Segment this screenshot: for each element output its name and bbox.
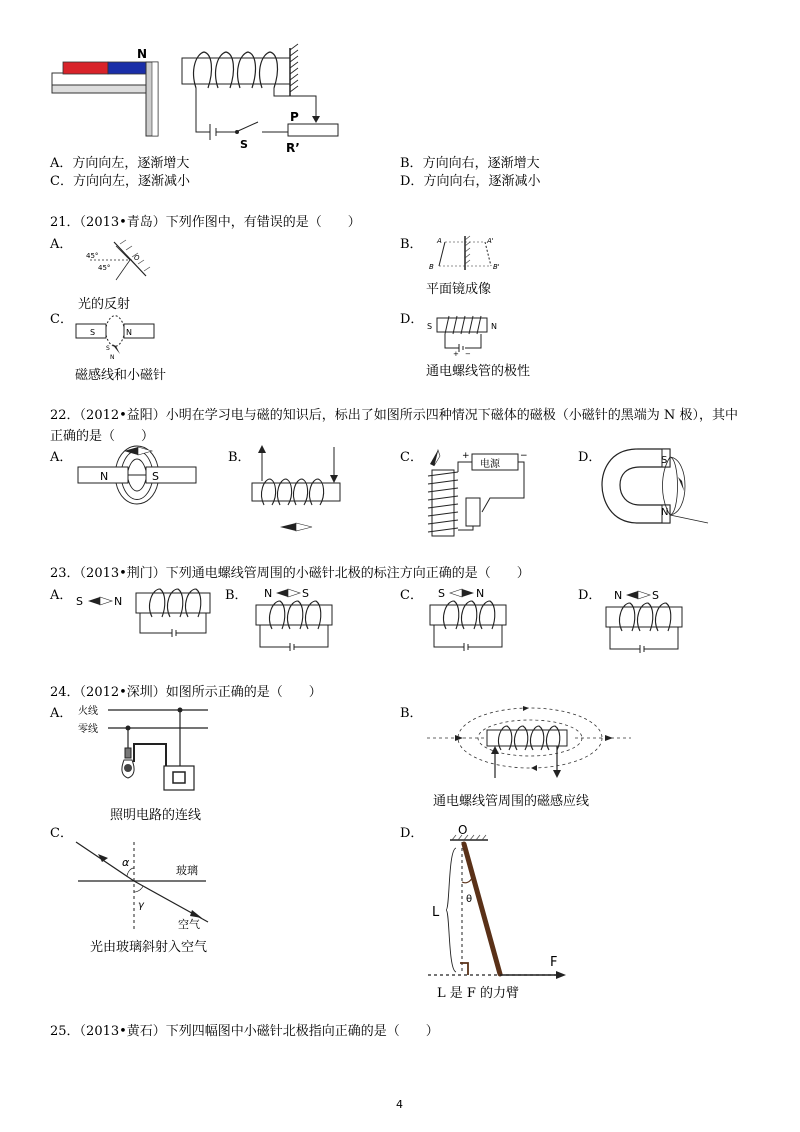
- q21-stem: [50, 214, 361, 232]
- q21-d-caption: 通电螺线管的极性: [426, 364, 531, 379]
- q23-b-figure: [250, 583, 340, 657]
- q21-option-a-label[interactable]: A．: [50, 237, 73, 252]
- q24-number: 24．: [50, 685, 80, 700]
- q23-c-mark-s: S: [438, 587, 445, 600]
- q25-stem: [50, 1023, 439, 1041]
- q25-stem-text: （2013•黄石）下列四幅图中小磁针北极指向正确的是（ ）: [79, 1024, 439, 1039]
- q22-a-mark-n: N: [100, 470, 109, 483]
- q24-stem-text: （2012•深圳）如图所示正确的是（ ）: [79, 685, 322, 700]
- q21-option-b-label[interactable]: B．: [400, 237, 423, 252]
- q24-d-mark-theta: θ: [466, 894, 473, 905]
- q23-option-c-label[interactable]: C．: [400, 588, 423, 603]
- q20-n-label: N: [137, 47, 148, 61]
- q20-r-label: R’: [286, 141, 300, 155]
- q23-b-mark-n: N: [264, 587, 273, 600]
- q21-b-mark-a: A: [437, 237, 442, 245]
- q22-a-figure: [72, 445, 202, 505]
- q24-c-caption: 光由玻璃斜射入空气: [90, 940, 208, 955]
- q20-option-a-label: A．: [50, 156, 73, 171]
- q22-a-mark-s: S: [152, 470, 159, 483]
- q24-option-b-label[interactable]: B．: [400, 706, 423, 721]
- q20-option-b-text: 方向向右，逐渐增大: [422, 156, 540, 171]
- q24-a-mark-neutral: 零线: [78, 724, 98, 735]
- q21-option-c-label[interactable]: C．: [50, 312, 73, 327]
- q24-d-mark-l: L: [432, 905, 440, 920]
- q21-a-mark-o: O: [134, 254, 140, 262]
- q23-option-a-label[interactable]: A．: [50, 588, 73, 603]
- q23-c-mark-n: N: [476, 587, 485, 600]
- q20-option-a[interactable]: [50, 156, 189, 172]
- q24-d-mark-o: O: [458, 823, 468, 837]
- q21-c-figure: [70, 310, 160, 360]
- q24-c-mark-glass: 玻璃: [176, 864, 198, 877]
- q20-option-b-label: B．: [400, 156, 423, 171]
- q23-option-d-label[interactable]: D．: [578, 588, 602, 603]
- q21-b-figure: [425, 234, 505, 274]
- q21-a-figure: [80, 238, 160, 288]
- q24-c-mark-air: 空气: [178, 918, 200, 931]
- q21-b-mark-b: B: [429, 263, 434, 271]
- q22-c-mark-plus: +: [462, 451, 470, 461]
- q21-d-figure: [425, 312, 505, 356]
- q24-a-mark-live: 火线: [78, 706, 98, 717]
- q21-b-caption: 平面镜成像: [426, 282, 492, 297]
- q22-number: 22．: [50, 408, 80, 423]
- q22-stem-line2: 正确的是（ ）: [50, 429, 155, 444]
- q21-c-mark-needle-s: S: [106, 345, 110, 352]
- q21-a-caption: 光的反射: [78, 297, 131, 312]
- q23-d-mark-n: N: [614, 589, 623, 602]
- q23-d-mark-s: S: [652, 589, 659, 602]
- q24-b-figure: [425, 700, 635, 784]
- q24-c-mark-gamma: γ: [138, 900, 144, 911]
- q23-b-mark-s: S: [302, 587, 309, 600]
- q22-option-d-label[interactable]: D．: [578, 450, 602, 465]
- q22-d-figure: [598, 443, 718, 533]
- q20-option-c-label: C．: [50, 174, 73, 189]
- q20-figure: [0, 0, 800, 160]
- q22-option-b-label[interactable]: B．: [228, 450, 251, 465]
- q21-stem-text: （2013•青岛）下列作图中，有错误的是（ ）: [79, 215, 361, 230]
- q20-option-d-label: D．: [400, 174, 424, 189]
- q21-c-mark-s: S: [90, 328, 96, 337]
- q21-b-mark-b2: B': [493, 263, 500, 271]
- q20-option-d[interactable]: [400, 174, 540, 190]
- q21-a-mark-45-bottom: 45°: [98, 264, 111, 272]
- q23-c-figure: [424, 583, 514, 657]
- q23-a-figure: [74, 585, 214, 641]
- q21-number: 21．: [50, 215, 80, 230]
- q24-a-caption: 照明电路的连线: [110, 808, 202, 823]
- q20-option-c[interactable]: [50, 174, 190, 190]
- q20-p-label: P: [290, 110, 299, 124]
- q21-b-mark-a2: A': [487, 237, 494, 245]
- q21-c-mark-n: N: [126, 328, 132, 337]
- q24-d-caption: L 是 F 的力臂: [437, 986, 520, 1001]
- q21-d-mark-plus: +: [453, 350, 459, 358]
- page-number: 4: [396, 1098, 403, 1111]
- q22-c-mark-source: 电源: [480, 459, 500, 470]
- q20-option-c-text: 方向向左，逐渐减小: [72, 174, 190, 189]
- q22-d-mark-n: N: [661, 507, 669, 518]
- q22-d-mark-s: S: [661, 455, 668, 466]
- q22-c-mark-minus: −: [520, 451, 528, 461]
- q22-c-figure: [418, 442, 528, 542]
- q22-option-a-label[interactable]: A．: [50, 450, 73, 465]
- q24-c-mark-alpha: α: [122, 856, 130, 869]
- q24-c-figure: [72, 836, 222, 936]
- q25-number: 25．: [50, 1024, 80, 1039]
- q24-option-a-label[interactable]: A．: [50, 706, 73, 721]
- q23-option-b-label[interactable]: B．: [225, 588, 248, 603]
- q21-c-caption: 磁感线和小磁针: [75, 368, 167, 383]
- q23-d-figure: [600, 585, 690, 659]
- q24-d-figure: [420, 820, 580, 980]
- q23-stem: [50, 565, 530, 583]
- q23-number: 23．: [50, 566, 80, 581]
- q20-s-label: S: [240, 138, 248, 151]
- q21-d-mark-n: N: [491, 322, 497, 331]
- q21-a-mark-45-top: 45°: [86, 252, 99, 260]
- q24-a-figure: [72, 700, 212, 800]
- q24-d-mark-f: F: [550, 955, 558, 970]
- q23-a-mark-n: N: [114, 595, 123, 608]
- q21-d-mark-minus: −: [465, 350, 471, 358]
- q24-option-d-label[interactable]: D．: [400, 826, 424, 841]
- q20-option-b[interactable]: [400, 156, 540, 172]
- q24-b-caption: 通电螺线管周围的磁感应线: [433, 794, 590, 809]
- q24-option-c-label[interactable]: C．: [50, 826, 73, 841]
- q22-stem-text: （2012•益阳）小明在学习电与磁的知识后，标出了如图所示四种情况下磁体的磁极（小磁针的黑端为 N 极），其中: [79, 408, 738, 423]
- q20-option-d-text: 方向向右，逐渐减小: [423, 174, 541, 189]
- q21-d-mark-s: S: [427, 322, 433, 331]
- q23-a-mark-s: S: [76, 595, 83, 608]
- q21-option-d-label[interactable]: D．: [400, 312, 424, 327]
- q22-b-figure: [244, 445, 354, 535]
- q22-stem: [50, 407, 738, 425]
- q21-c-mark-needle-n: N: [110, 354, 115, 361]
- q23-stem-text: （2013•荆门）下列通电螺线管周围的小磁针北极的标注方向正确的是（ ）: [79, 566, 530, 581]
- q20-option-a-text: 方向向左，逐渐增大: [72, 156, 190, 171]
- q22-option-c-label[interactable]: C．: [400, 450, 423, 465]
